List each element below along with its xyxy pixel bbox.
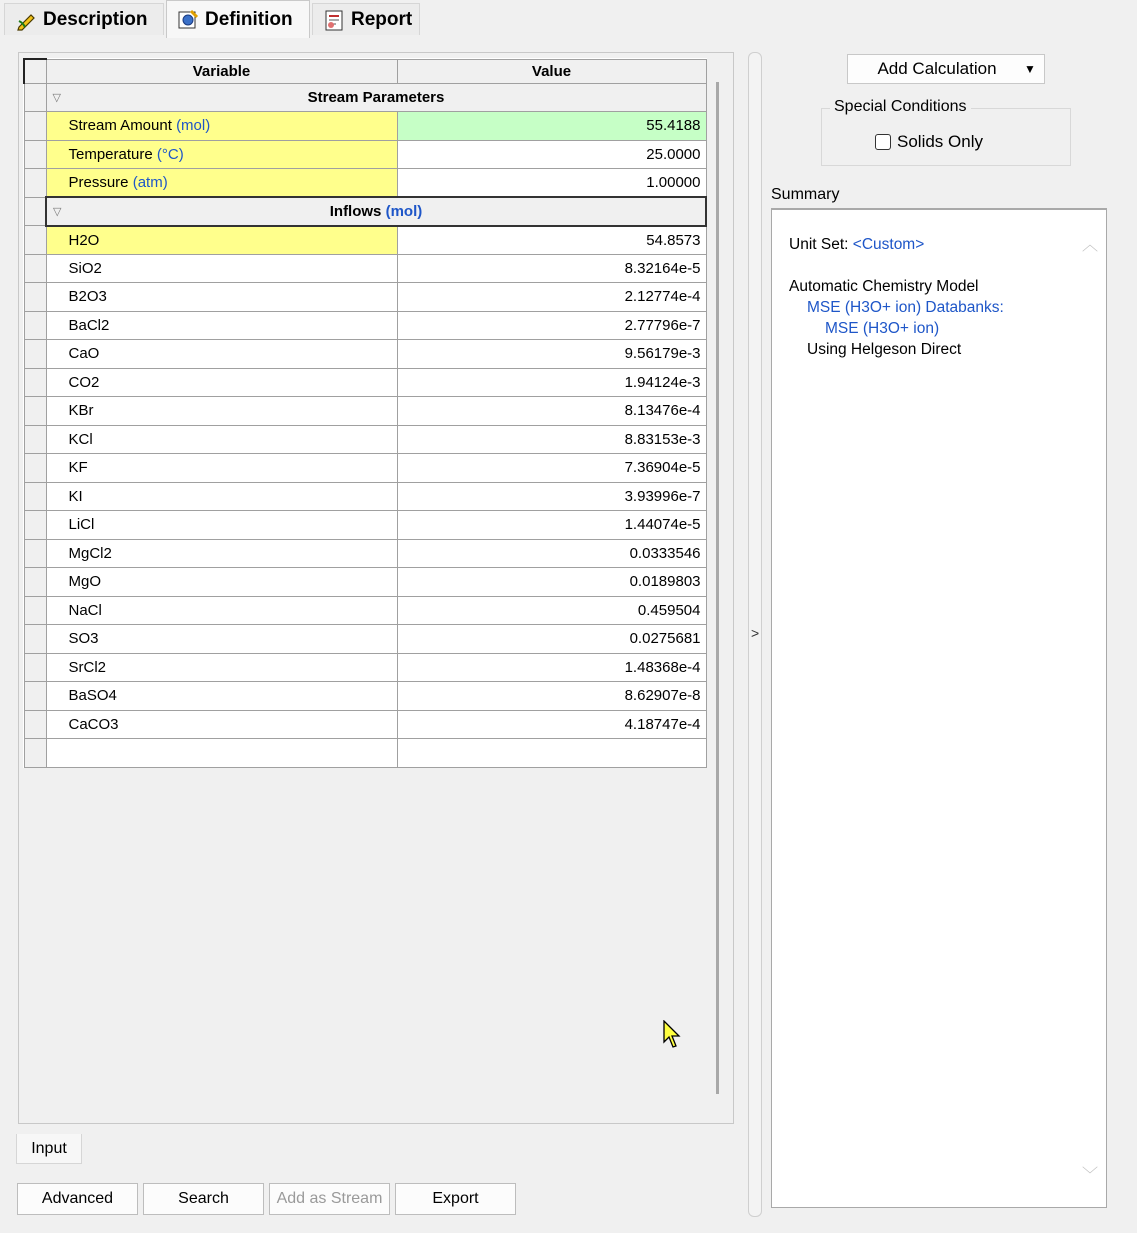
value-cell[interactable]: 0.0189803 [397,568,706,597]
variable-label: Temperature [68,145,153,163]
group-inflows[interactable] [46,197,706,226]
row-header[interactable] [24,596,46,625]
value-cell[interactable]: 0.459504 [397,596,706,625]
summary-heading: Summary [771,186,840,203]
value-cell[interactable]: 1.48368e-4 [397,653,706,682]
column-header-variable[interactable]: Variable [46,59,397,83]
variable-cell[interactable]: CaO [46,340,397,369]
row-header[interactable] [24,226,46,255]
export-button[interactable]: Export [395,1183,516,1215]
row-header[interactable] [24,482,46,511]
row-header[interactable] [24,254,46,283]
value-cell[interactable]: 25.0000 [397,140,706,169]
databank-item-link[interactable]: MSE (H3O+ ion) [825,320,940,337]
table-row [24,311,706,340]
row-header[interactable] [24,454,46,483]
table-row [24,568,706,597]
value-cell[interactable]: 8.32164e-5 [397,254,706,283]
value-cell[interactable]: 1.94124e-3 [397,368,706,397]
solids-only-label: Solids Only [897,132,983,151]
unit-link[interactable]: (°C) [156,145,184,163]
value-cell[interactable]: 1.44074e-5 [397,511,706,540]
unit-link[interactable]: (atm) [132,174,168,191]
scroll-down-icon[interactable]: ﹀ [1081,1167,1098,1184]
group-inflows-unit[interactable]: (mol) [385,202,423,220]
variable-cell[interactable]: SiO2 [46,254,397,283]
add-calculation-dropdown[interactable] [847,54,1045,84]
table-row [24,511,706,540]
helgeson-line: Using Helgeson Direct [807,341,962,358]
chem-model-line: Automatic Chemistry Model [789,278,979,295]
row-header[interactable] [24,283,46,312]
unit-set-link[interactable]: <Custom> [852,236,925,253]
row-header[interactable] [24,625,46,654]
table-row [24,397,706,426]
scroll-up-icon[interactable]: ︿ [1081,237,1098,254]
value-cell[interactable]: 1.00000 [397,169,706,198]
row-header[interactable] [24,368,46,397]
table-row [24,653,706,682]
variable-cell[interactable]: LiCl [46,511,397,540]
value-cell[interactable]: 8.13476e-4 [397,397,706,426]
row-header[interactable] [24,112,46,141]
variable-label: Pressure [68,174,129,191]
row-header[interactable] [24,653,46,682]
row-header[interactable] [24,682,46,711]
tab-report[interactable] [312,3,420,35]
collapse-triangle-icon[interactable]: ▽ [53,206,62,218]
definition-gear-icon [177,9,199,31]
summary-panel [771,208,1107,1208]
group-inflows-label: Inflows [329,202,382,220]
grid-scrollbar[interactable] [716,82,719,1094]
special-conditions-group [821,98,1071,166]
row-header[interactable] [24,397,46,426]
table-row [24,625,706,654]
variable-cell[interactable]: SrCl2 [46,653,397,682]
tab-report-label: Report [351,8,413,30]
row-header[interactable] [24,311,46,340]
row-header[interactable] [24,340,46,369]
panel-splitter[interactable] [748,52,762,1217]
collapse-triangle-icon[interactable]: ▽ [52,91,61,104]
variable-cell[interactable]: NaCl [46,596,397,625]
variable-cell[interactable]: BaSO4 [46,682,397,711]
variable-cell[interactable]: MgO [46,568,397,597]
table-row [24,682,706,711]
special-conditions-legend: Special Conditions [830,98,971,116]
row-header[interactable] [24,140,46,169]
table-row [24,169,706,198]
table-row [24,368,706,397]
new-row [24,739,706,768]
row-header[interactable] [24,539,46,568]
databanks-link[interactable]: MSE (H3O+ ion) Databanks: [807,299,1004,316]
variable-cell[interactable]: MgCl2 [46,539,397,568]
tab-definition[interactable] [166,0,310,38]
table-row [24,710,706,739]
variable-cell[interactable]: KBr [46,397,397,426]
variable-cell[interactable] [46,169,397,198]
group-stream-parameters-label: Stream Parameters [307,88,445,106]
table-row [24,283,706,312]
grid-corner[interactable] [24,59,46,83]
tab-definition-label: Definition [205,8,293,30]
variable-cell[interactable] [46,140,397,169]
tab-description[interactable] [4,3,164,35]
value-cell[interactable]: 2.77796e-7 [397,311,706,340]
value-cell[interactable]: 4.18747e-4 [397,710,706,739]
value-cell[interactable]: 0.0333546 [397,539,706,568]
value-cell[interactable]: 8.62907e-8 [397,682,706,711]
tab-input[interactable]: Input [16,1134,82,1164]
variable-cell[interactable]: KF [46,454,397,483]
variable-cell[interactable]: H2O [46,226,397,255]
variable-cell[interactable]: KCl [46,425,397,454]
unit-set-label: Unit Set: [789,236,849,253]
add-calculation-label: Add Calculation [877,59,997,78]
variable-cell[interactable]: BaCl2 [46,311,397,340]
table-row [24,112,706,141]
variable-cell[interactable]: B2O3 [46,283,397,312]
report-document-icon [323,9,345,31]
table-row [24,140,706,169]
tab-description-label: Description [43,8,148,30]
table-row [24,254,706,283]
row-header[interactable] [24,568,46,597]
value-cell[interactable] [397,739,706,768]
value-cell[interactable]: 3.93996e-7 [397,482,706,511]
add-as-stream-button[interactable]: Add as Stream [269,1183,390,1215]
unit-link[interactable]: (mol) [176,117,211,135]
variable-cell[interactable] [46,112,397,141]
row-header[interactable] [24,511,46,540]
variables-grid [23,58,707,768]
chevron-right-icon[interactable]: > [751,625,760,641]
description-pencil-icon [15,9,37,31]
solids-only-checkbox[interactable] [875,132,983,152]
value-cell[interactable]: 7.36904e-5 [397,454,706,483]
group-stream-parameters[interactable] [46,83,706,112]
column-header-value[interactable]: Value [397,59,706,83]
variable-label: Stream Amount [68,117,172,135]
mouse-cursor-icon [663,1020,683,1050]
value-cell[interactable]: 8.83153e-3 [397,425,706,454]
table-row [24,226,706,255]
value-cell[interactable]: 0.0275681 [397,625,706,654]
row-header[interactable] [24,739,46,768]
row-header[interactable] [24,169,46,198]
value-cell[interactable]: 54.8573 [397,226,706,255]
variable-cell[interactable] [46,739,397,768]
table-row [24,539,706,568]
variable-cell[interactable]: CO2 [46,368,397,397]
table-row [24,425,706,454]
advanced-button[interactable]: Advanced [17,1183,138,1215]
value-cell[interactable]: 55.4188 [397,112,706,141]
search-button[interactable]: Search [143,1183,264,1215]
table-row [24,596,706,625]
variable-cell[interactable]: CaCO3 [46,710,397,739]
table-row [24,482,706,511]
table-row [24,340,706,369]
checkbox-box[interactable] [875,134,891,150]
variable-cell[interactable]: SO3 [46,625,397,654]
dropdown-arrow-icon: ▼ [1024,62,1036,76]
value-cell[interactable]: 2.12774e-4 [397,283,706,312]
value-cell[interactable]: 9.56179e-3 [397,340,706,369]
row-header[interactable] [24,425,46,454]
variable-cell[interactable]: KI [46,482,397,511]
unit-set-line [789,236,924,254]
row-header[interactable] [24,710,46,739]
table-row [24,454,706,483]
tab-bar [0,0,1137,38]
